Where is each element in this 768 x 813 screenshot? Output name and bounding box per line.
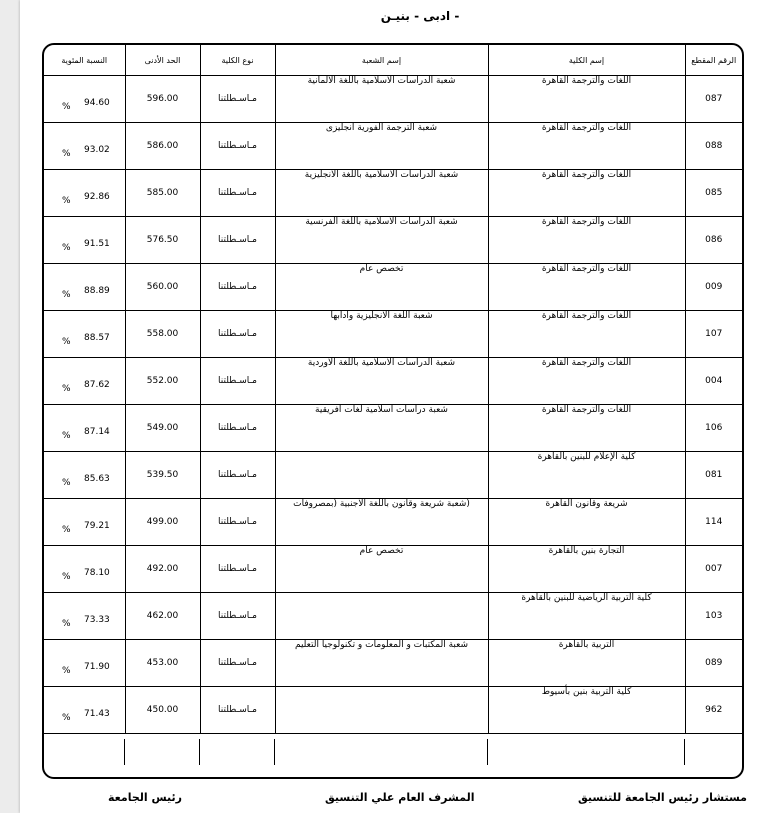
cell-min: 576.50: [125, 217, 200, 264]
percent-value: 94.60: [84, 98, 110, 108]
cell-pct: [44, 217, 125, 264]
table-header-row: [44, 45, 742, 76]
cell-pct: [44, 593, 125, 640]
cell-faculty: اللغات والترجمة القاهرة: [488, 76, 685, 123]
table-row: [44, 405, 742, 452]
header-type: نوع الكلية: [200, 45, 275, 76]
cell-code: 107: [685, 311, 742, 358]
table-row: [44, 687, 742, 734]
header-min: الحد الأدنى: [125, 45, 200, 76]
cell-pct: [44, 76, 125, 123]
percent-sign: %: [62, 149, 71, 159]
header-code: الرقم المقطع: [685, 45, 742, 76]
percent-sign: %: [62, 102, 71, 112]
percent-value: 88.57: [84, 333, 110, 343]
table-row: [44, 640, 742, 687]
cell-pct: [44, 687, 125, 734]
percent-value: 87.14: [84, 427, 110, 437]
percent-sign: %: [62, 337, 71, 347]
cell-min: 492.00: [125, 546, 200, 593]
column-divider: [684, 739, 685, 765]
cell-code: 114: [685, 499, 742, 546]
percent-sign: %: [62, 525, 71, 535]
cell-pct: [44, 358, 125, 405]
cell-pct: [44, 123, 125, 170]
cell-branch: [275, 593, 488, 640]
cell-faculty: اللغات والترجمة القاهرة: [488, 264, 685, 311]
percent-sign: %: [62, 384, 71, 394]
cell-branch: شعبة الترجمة الفورية انجليزى: [275, 123, 488, 170]
table-row: [44, 217, 742, 264]
cell-code: 007: [685, 546, 742, 593]
column-divider: [274, 739, 275, 765]
cell-faculty: التربية بالقاهرة: [488, 640, 685, 687]
cell-min: 586.00: [125, 123, 200, 170]
cell-faculty: التجارة بنين بالقاهرة: [488, 546, 685, 593]
footer-signature-right: مستشار رئيس الجامعة للتنسيق: [578, 791, 747, 804]
cell-type: مـاسـطلتنا: [200, 452, 275, 499]
cell-type: مـاسـطلتنا: [200, 499, 275, 546]
cell-faculty: اللغات والترجمة القاهرة: [488, 123, 685, 170]
percent-sign: %: [62, 619, 71, 629]
percent-sign: %: [62, 243, 71, 253]
cell-code: 089: [685, 640, 742, 687]
cell-faculty: اللغات والترجمة القاهرة: [488, 170, 685, 217]
cell-type: مـاسـطلتنا: [200, 264, 275, 311]
cell-min: 558.00: [125, 311, 200, 358]
cell-min: 549.00: [125, 405, 200, 452]
table-row: [44, 76, 742, 123]
percent-sign: %: [62, 478, 71, 488]
cell-pct: [44, 452, 125, 499]
cell-min: 499.00: [125, 499, 200, 546]
percent-value: 78.10: [84, 568, 110, 578]
table-row: [44, 311, 742, 358]
table-row: [44, 264, 742, 311]
cell-code: 086: [685, 217, 742, 264]
cell-min: 453.00: [125, 640, 200, 687]
cell-branch: شعبة الدراسات الاسلامية باللغة الالمانية: [275, 76, 488, 123]
table-row: [44, 123, 742, 170]
header-branch: إسم الشعبة: [275, 45, 488, 76]
cell-type: مـاسـطلتنا: [200, 593, 275, 640]
cell-min: 450.00: [125, 687, 200, 734]
table-row: [44, 358, 742, 405]
cell-type: مـاسـطلتنا: [200, 217, 275, 264]
column-divider: [199, 739, 200, 765]
cell-code: 081: [685, 452, 742, 499]
cell-pct: [44, 311, 125, 358]
percent-sign: %: [62, 666, 71, 676]
cell-faculty: اللغات والترجمة القاهرة: [488, 311, 685, 358]
percent-value: 85.63: [84, 474, 110, 484]
cell-min: 596.00: [125, 76, 200, 123]
percent-sign: %: [62, 713, 71, 723]
percent-value: 87.62: [84, 380, 110, 390]
cell-code: 004: [685, 358, 742, 405]
cell-min: 539.50: [125, 452, 200, 499]
cell-min: 560.00: [125, 264, 200, 311]
cell-branch: [275, 452, 488, 499]
cell-pct: [44, 640, 125, 687]
cell-faculty: اللغات والترجمة القاهرة: [488, 217, 685, 264]
table-row: [44, 593, 742, 640]
cell-branch: شعبة الدراسات الاسلامية باللغة الفرنسية: [275, 217, 488, 264]
cell-type: مـاسـطلتنا: [200, 170, 275, 217]
cell-branch: شعبة الدراسات الاسلامية باللغة الانجليزية: [275, 170, 488, 217]
cell-branch: شعبة اللغة الانجليزية وادابها: [275, 311, 488, 358]
cell-branch: شعبة المكتبات و المعلومات و تكنولوجيا التعليم: [275, 640, 488, 687]
percent-value: 88.89: [84, 286, 110, 296]
cell-branch: تخصص عام: [275, 546, 488, 593]
cell-faculty: كلية الإعلام للبنين بالقاهرة: [488, 452, 685, 499]
column-divider: [124, 739, 125, 765]
header-faculty: إسم الكلية: [488, 45, 685, 76]
cell-type: مـاسـطلتنا: [200, 546, 275, 593]
cell-code: 962: [685, 687, 742, 734]
results-table-frame: [42, 43, 744, 779]
cell-branch: تخصص عام: [275, 264, 488, 311]
cell-code: 085: [685, 170, 742, 217]
cell-code: 009: [685, 264, 742, 311]
table-body: [44, 76, 742, 734]
table-row: [44, 170, 742, 217]
cell-code: 088: [685, 123, 742, 170]
footer-signature-left: رئيس الجامعة: [108, 791, 182, 804]
table-row: [44, 499, 742, 546]
cell-pct: [44, 499, 125, 546]
cell-faculty: كلية التربية بنين بأسيوط: [488, 687, 685, 734]
cell-branch: شعبة دراسات اسلامية لغات افريقية: [275, 405, 488, 452]
cell-pct: [44, 546, 125, 593]
cell-type: مـاسـطلتنا: [200, 311, 275, 358]
percent-value: 71.43: [84, 709, 110, 719]
cell-min: 462.00: [125, 593, 200, 640]
cell-faculty: اللغات والترجمة القاهرة: [488, 358, 685, 405]
percent-sign: %: [62, 196, 71, 206]
cell-min: 585.00: [125, 170, 200, 217]
cell-pct: [44, 405, 125, 452]
cell-type: مـاسـطلتنا: [200, 687, 275, 734]
cell-branch: (شعبة شريعة وقانون باللغة الاجنبية (بمصروفات: [275, 499, 488, 546]
cell-branch: شعبة الدراسات الاسلامية باللغة الاوردية: [275, 358, 488, 405]
percent-value: 92.86: [84, 192, 110, 202]
table-row: [44, 452, 742, 499]
cell-branch: [275, 687, 488, 734]
percent-value: 79.21: [84, 521, 110, 531]
cell-pct: [44, 170, 125, 217]
footer-signature-center: المشرف العام علي التنسيق: [325, 791, 475, 804]
cell-faculty: شريعة وقانون القاهرة: [488, 499, 685, 546]
cell-type: مـاسـطلتنا: [200, 76, 275, 123]
percent-value: 71.90: [84, 662, 110, 672]
column-divider: [487, 739, 488, 765]
table-row: [44, 546, 742, 593]
percent-value: 73.33: [84, 615, 110, 625]
cell-type: مـاسـطلتنا: [200, 640, 275, 687]
percent-value: 91.51: [84, 239, 110, 249]
percent-sign: %: [62, 431, 71, 441]
cell-min: 552.00: [125, 358, 200, 405]
cell-code: 106: [685, 405, 742, 452]
cell-faculty: اللغات والترجمة القاهرة: [488, 405, 685, 452]
cell-pct: [44, 264, 125, 311]
cell-code: 087: [685, 76, 742, 123]
viewer-left-margin: [0, 0, 20, 813]
percent-sign: %: [62, 290, 71, 300]
cell-type: مـاسـطلتنا: [200, 405, 275, 452]
cell-faculty: كلية التربية الرياضية للبنين بالقاهرة: [488, 593, 685, 640]
cell-type: مـاسـطلتنا: [200, 123, 275, 170]
page-heading: - ادبى - بنيـن: [380, 9, 460, 23]
cell-code: 103: [685, 593, 742, 640]
percent-sign: %: [62, 572, 71, 582]
header-pct: النسبة المئوية: [44, 45, 125, 76]
cell-type: مـاسـطلتنا: [200, 358, 275, 405]
percent-value: 93.02: [84, 145, 110, 155]
results-table: [44, 45, 742, 734]
